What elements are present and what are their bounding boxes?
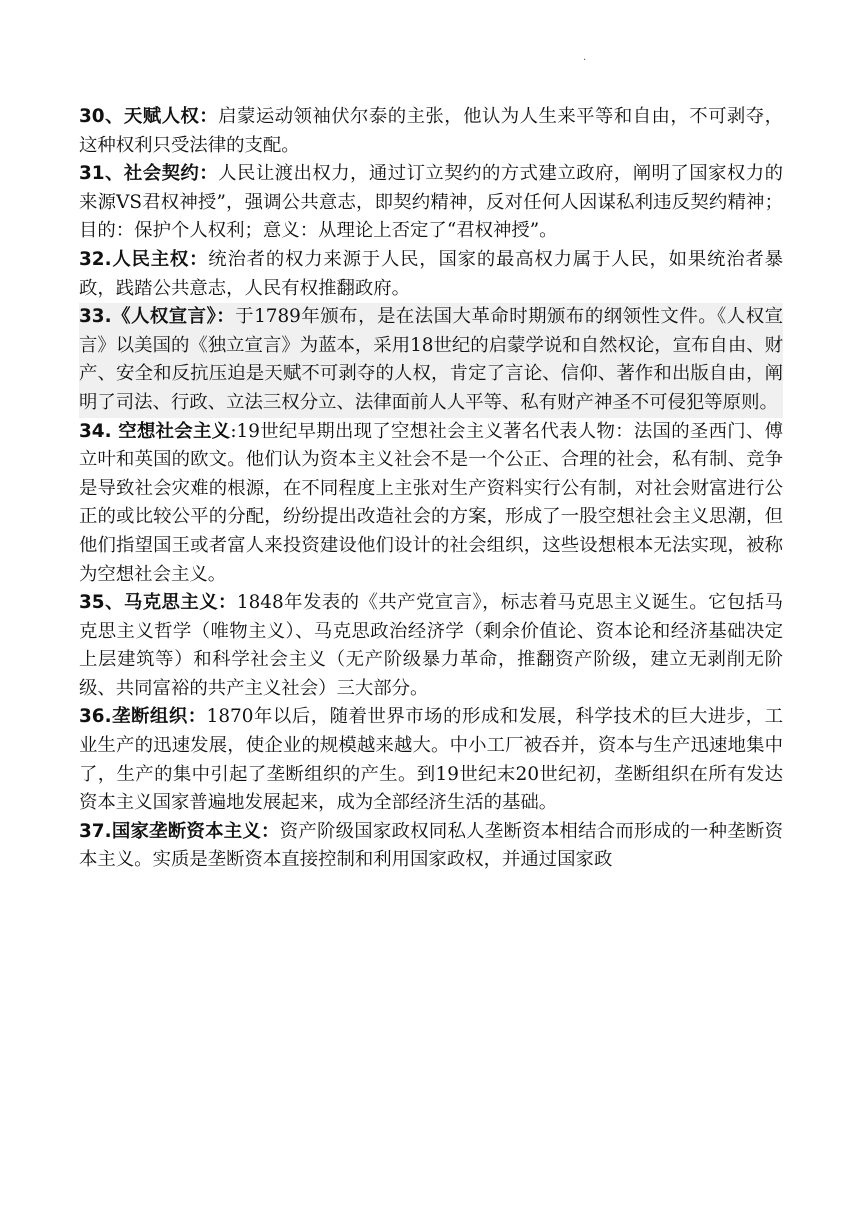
entry-term: 30、天赋人权： [79, 106, 219, 127]
entry-37 [79, 818, 783, 875]
entry-term: 33.《人权宣言》： [79, 306, 236, 328]
header-mark: · [583, 55, 587, 66]
entry-text: 资产阶级国家政权同私人垄断资本相结合而形成的一种垄断资本主义。实质是垄断资本直接控制和利用国家政权，并通过国家政 [79, 820, 783, 871]
entry-term: 37.国家垄断资本主义： [79, 820, 280, 842]
entry-32 [79, 246, 783, 303]
entry-33 [79, 303, 783, 417]
entry-36 [79, 703, 783, 817]
entry-34 [79, 418, 783, 590]
entry-31 [79, 160, 783, 246]
entry-term: 32.人民主权： [79, 248, 209, 270]
entry-35 [79, 589, 783, 703]
entry-term: 34. 空想社会主义 [79, 420, 231, 442]
document-body [79, 103, 783, 875]
entry-text: 启蒙运动领袖伏尔泰的主张，他认为人生来平等和自由，不可剥夺，这种权利只受法律的支配。 [79, 106, 783, 156]
entry-text: :19世纪早期出现了空想社会主义著名代表人物：法国的圣西门、傅立叶和英国的欧文。他们认为资本主义社会不是一个公正、合理的社会，私有制、竞争是导致社会灾难的根源，在不同程度上主张对生产资料实行公有制，对社会财富进行公正的或比较公平的分配，纷纷提出改造社会的方案，形成了一股空想社会主义思潮，但他们指望国王或者富人来投资建设他们设计的社会组织，这些设想根本无法实现，被称为空想社会主义。 [79, 420, 783, 585]
entry-text: 1870年以后，随着世界市场的形成和发展，科学技术的巨大进步，工业生产的迅速发展，使企业的规模越来越大。中小工厂被吞并，资本与生产迅速地集中了，生产的集中引起了垄断组织的产生。到19世纪末20世纪初，垄断组织在所有发达资本主义国家普遍地发展起来，成为全部经济生活的基础。 [79, 706, 783, 814]
entry-term: 35、马克思主义： [79, 592, 237, 614]
entry-text: 人民让渡出权力，通过订立契约的方式建立政府，阐明了国家权力的来源VS君权神授”，强调公共意志，即契约精神，反对任何人因谋私利违反契约精神；目的：保护个人权利；意义：从理论上否定了“君权神授”。 [79, 163, 783, 242]
entry-text: 1848年发表的《共产党宣言》，标志着马克思主义诞生。它包括马克思主义哲学（唯物主义）、马克思政治经济学（剩余价值论、资本论和经济基础决定上层建筑等）和科学社会主义（无产阶级暴力革命，推翻资产阶级，建立无剥削无阶级、共同富裕的共产主义社会）三大部分。 [79, 592, 783, 699]
entry-term: 31、社会契约： [79, 163, 219, 185]
entry-term: 36.垄断组织： [79, 706, 207, 728]
entry-30 [79, 103, 783, 160]
entry-text: 于1789年颁布，是在法国大革命时期颁布的纲领性文件。《人权宣言》以美国的《独立宣言》为蓝本，采用18世纪的启蒙学说和自然权论，宣布自由、财产、安全和反抗压迫是天赋不可剥夺的人权，肯定了言论、信仰、著作和出版自由，阐明了司法、行政、立法三权分立、法律面前人人平等、私有财产神圣不可侵犯等原则。 [79, 306, 783, 413]
entry-text: 统治者的权力来源于人民，国家的最高权力属于人民，如果统治者暴政，践踏公共意志，人民有权推翻政府。 [79, 248, 783, 299]
